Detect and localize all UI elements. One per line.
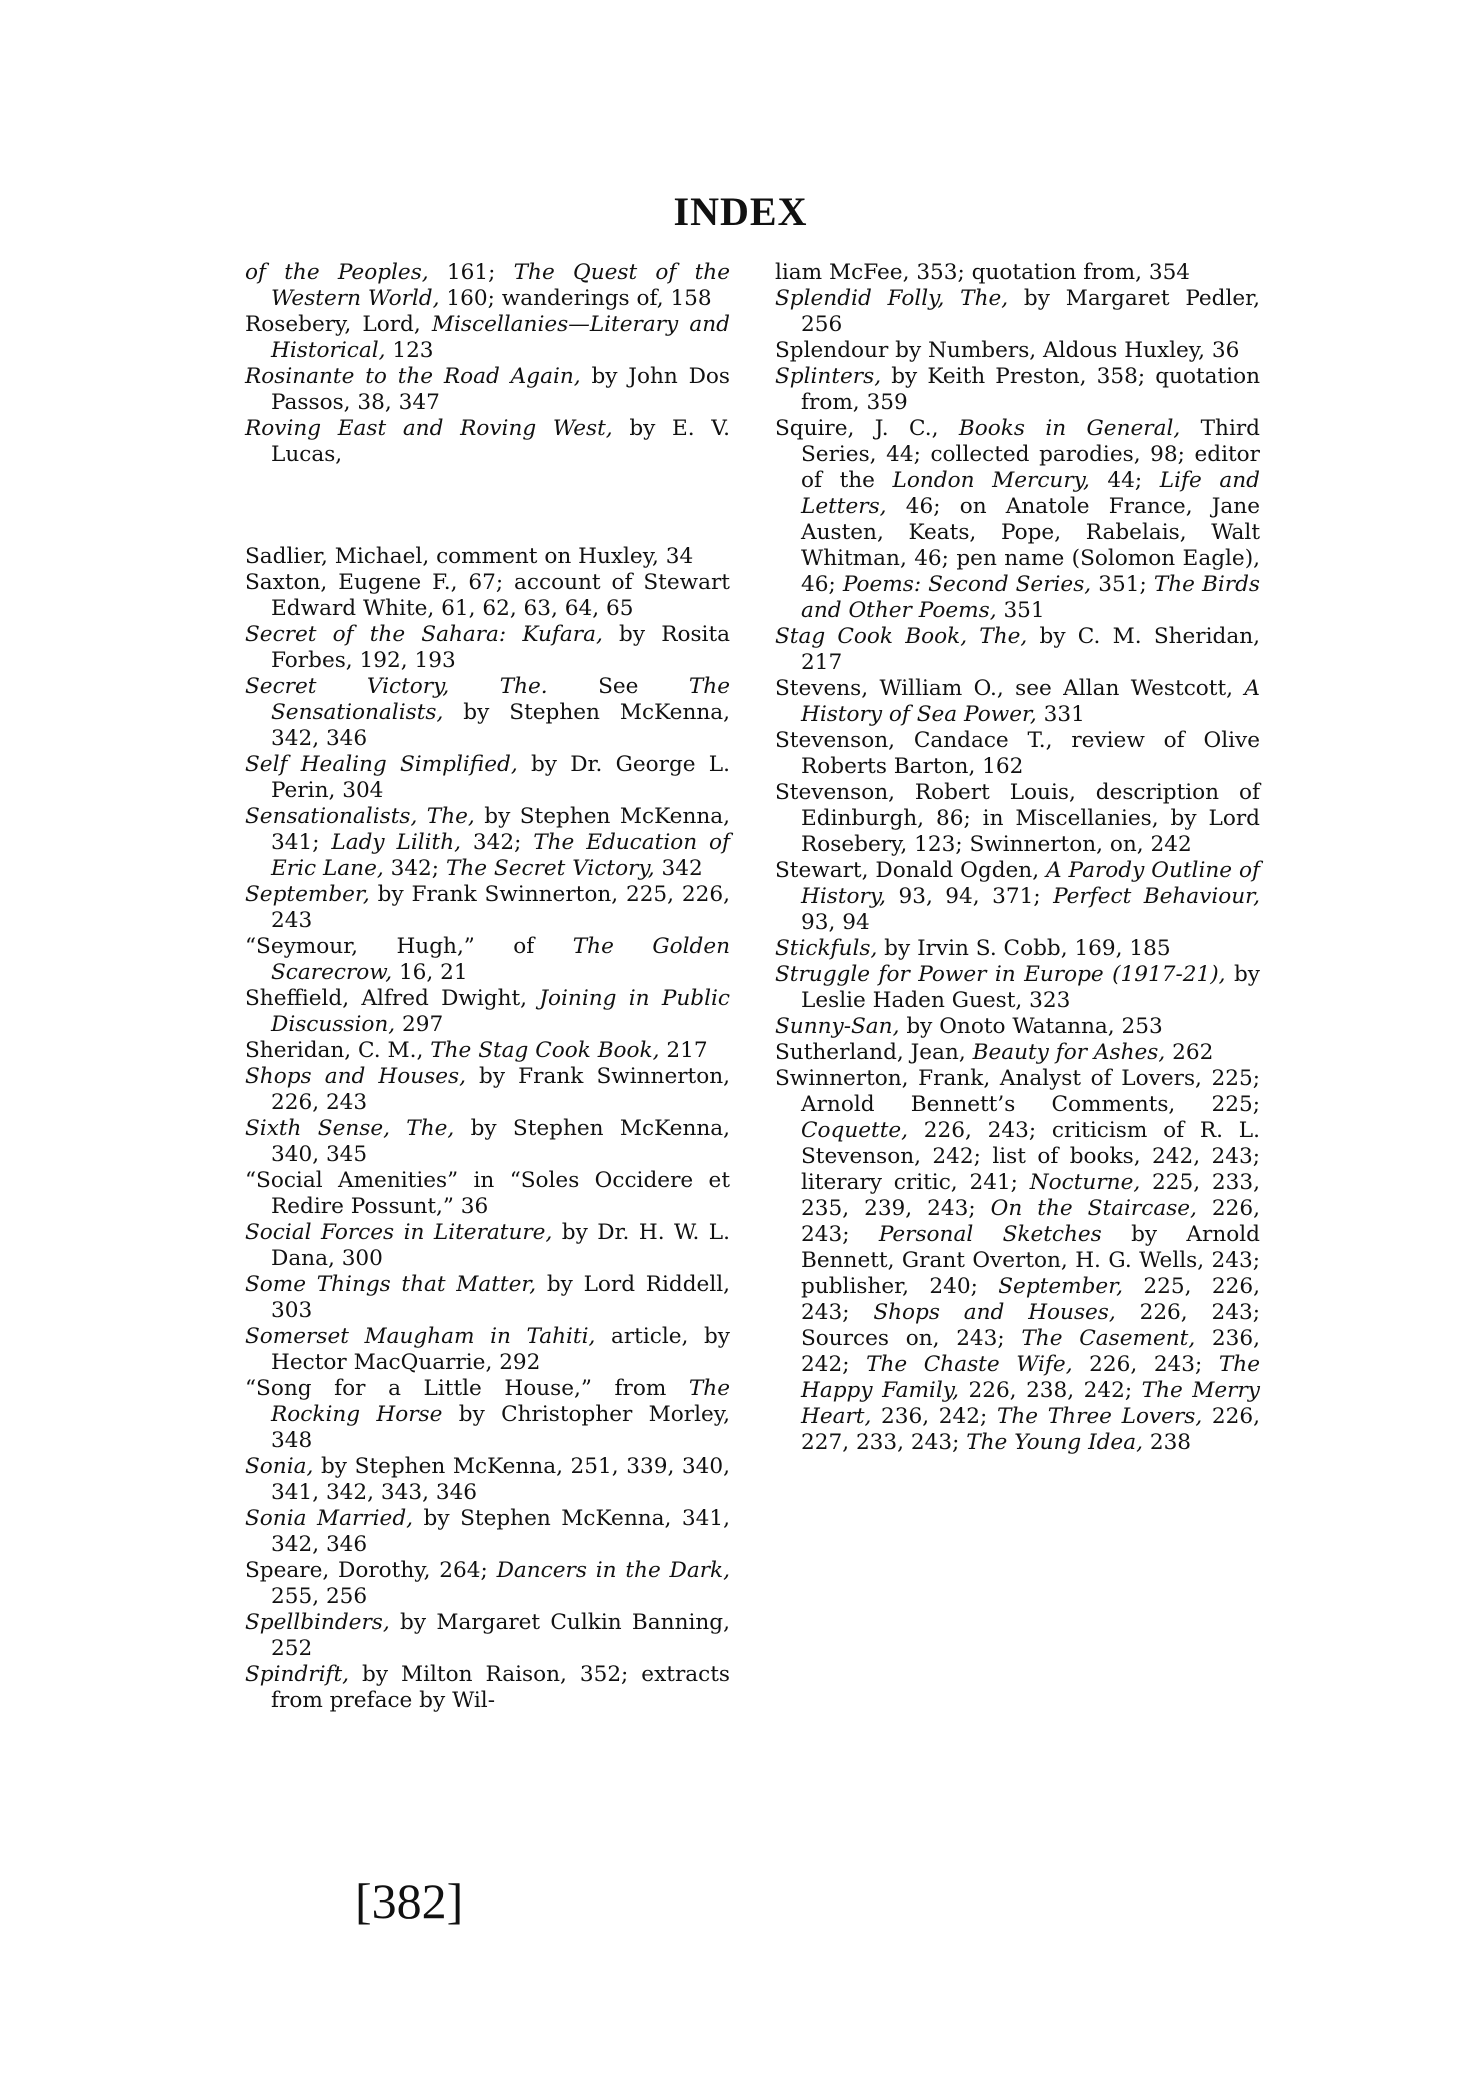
- index-entry: Stevens, William O., see Allan Westcott, A History of Sea Power, 331: [775, 676, 1260, 727]
- index-entry: Sixth Sense, The, by Stephen McKenna, 340, 345: [245, 1116, 730, 1167]
- page-number: [382]: [355, 1873, 464, 1929]
- page-title: INDEX: [673, 189, 808, 234]
- index-entry: “Social Amenities” in “Soles Occidere et Redire Possunt,” 36: [245, 1168, 730, 1219]
- index-entry: Social Forces in Literature, by Dr. H. W. L. Dana, 300: [245, 1220, 730, 1271]
- index-entry: Sensationalists, The, by Stephen McKenna, 341; Lady Lilith, 342; The Education of Eric Lane, 342; The Secret Victory, 342: [245, 804, 731, 881]
- index-entry: “Song for a Little House,” from The Rocking Horse by Christopher Morley, 348: [245, 1376, 730, 1453]
- index-entry: Self Healing Simplified, by Dr. George L. Perin, 304: [245, 752, 731, 803]
- index-entry: Rosebery, Lord, Miscellanies—Literary and Historical, 123: [245, 312, 730, 363]
- index-entry: Sonia, by Stephen McKenna, 251, 339, 340, 341, 342, 343, 346: [245, 1454, 730, 1505]
- index-entry: Spindrift, by Milton Raison, 352; extracts from preface by Wil-: [245, 1662, 730, 1713]
- index-entry: Splinters, by Keith Preston, 358; quotation from, 359: [775, 364, 1260, 415]
- index-entry: Shops and Houses, by Frank Swinnerton, 226, 243: [245, 1064, 730, 1115]
- index-entry: Sadlier, Michael, comment on Huxley, 34: [245, 544, 694, 569]
- index-entry: Rosinante to the Road Again, by John Dos Passos, 38, 347: [245, 364, 730, 415]
- index-entry: Stevenson, Robert Louis, description of Edinburgh, 86; in Miscellanies, by Lord Rosebery, 123; Swinnerton, on, 242: [775, 780, 1260, 857]
- index-entry: Sonia Married, by Stephen McKenna, 341, 342, 346: [245, 1506, 730, 1557]
- index-entry: of the Peoples, 161; The Quest of the Western World, 160; wanderings of, 158: [245, 260, 730, 311]
- index-entry: Saxton, Eugene F., 67; account of Stewart Edward White, 61, 62, 63, 64, 65: [245, 570, 730, 621]
- index-entry: Stag Cook Book, The, by C. M. Sheridan, 217: [775, 624, 1261, 675]
- index-entry: Sheridan, C. M., The Stag Cook Book, 217: [245, 1038, 708, 1063]
- index-entry: Struggle for Power in Europe (1917-21), by Leslie Haden Guest, 323: [775, 962, 1260, 1013]
- index-entry: Speare, Dorothy, 264; Dancers in the Dark, 255, 256: [245, 1558, 730, 1609]
- index-entry: September, by Frank Swinnerton, 225, 226, 243: [245, 882, 730, 933]
- index-entry: Secret Victory, The. See The Sensationalists, by Stephen McKenna, 342, 346: [245, 674, 730, 751]
- index-entry: Secret of the Sahara: Kufara, by Rosita Forbes, 192, 193: [245, 622, 730, 673]
- index-entry: “Seymour, Hugh,” of The Golden Scarecrow, 16, 21: [245, 934, 731, 985]
- index-entry: Stewart, Donald Ogden, A Parody Outline of History, 93, 94, 371; Perfect Behaviour, 93, 94: [775, 858, 1260, 935]
- index-entry: Somerset Maugham in Tahiti, article, by Hector MacQuarrie, 292: [245, 1324, 730, 1375]
- index-entry: Sunny-San, by Onoto Watanna, 253: [775, 1014, 1163, 1039]
- index-entry: Spellbinders, by Margaret Culkin Banning, 252: [245, 1610, 730, 1661]
- index-entry: Splendour by Numbers, Aldous Huxley, 36: [775, 338, 1240, 363]
- index-entry: Roving East and Roving West, by E. V. Lucas,: [245, 416, 730, 467]
- index-column-left: [245, 260, 730, 1714]
- index-entry: Some Things that Matter, by Lord Riddell, 303: [245, 1272, 730, 1323]
- index-entry: Squire, J. C., Books in General, Third Series, 44; collected parodies, 98; editor of the London Mercury, 44; Life and Letters, 46; on Anatole France, Jane Austen, Keats, Pope, Rabelais, Walt Whitman, 46; pen name (Solomon Eagle), 46; Poems: Second Series, 351; The Birds and Other Poems, 351: [775, 416, 1260, 623]
- index-entry: Splendid Folly, The, by Margaret Pedler, 256: [775, 286, 1260, 337]
- index-entry: Stickfuls, by Irvin S. Cobb, 169, 185: [775, 936, 1171, 961]
- index-entry: Swinnerton, Frank, Analyst of Lovers, 225; Arnold Bennett’s Comments, 225; Coquette, 226, 243; criticism of R. L. Stevenson, 242; list of books, 242, 243; literary critic, 241; Nocturne, 225, 233, 235, 239, 243; On the Staircase, 226, 243; Personal Sketches by Arnold Bennett, Grant Overton, H. G. Wells, 243; publisher, 240; September, 225, 226, 243; Shops and Houses, 226, 243; Sources on, 243; The Casement, 236, 242; The Chaste Wife, 226, 243; The Happy Family, 226, 238, 242; The Merry Heart, 236, 242; The Three Lovers, 226, 227, 233, 243; The Young Idea, 238: [775, 1066, 1261, 1455]
- index-entry: Sheffield, Alfred Dwight, Joining in Public Discussion, 297: [245, 986, 730, 1037]
- index-entry: Stevenson, Candace T., review of Olive Roberts Barton, 162: [775, 728, 1260, 779]
- index-column-right: [775, 260, 1260, 1456]
- index-entry: liam McFee, 353; quotation from, 354: [775, 260, 1191, 285]
- index-entry: Sutherland, Jean, Beauty for Ashes, 262: [775, 1040, 1214, 1065]
